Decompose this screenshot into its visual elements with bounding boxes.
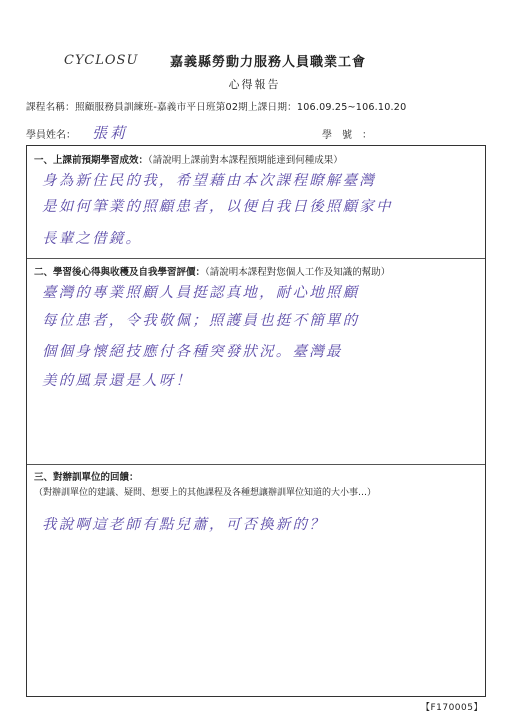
section-1-header [34,152,343,166]
section-1-answer-line: 長輩之借鏡。 [42,231,143,247]
section-2-answer-line: 臺灣的專業照顧人員挺認真地，耐心地照顧 [42,285,360,301]
student-name-label: 學員姓名： [26,130,76,141]
course-info: 課程名稱：照顧服務員訓練班-嘉義市平日班第02期上課日期：106.09.25~106.10.20 [26,102,407,113]
section-2-header [34,264,390,278]
student-id-label: 學號： [322,130,382,141]
section-1-answer-line: 是如何筆業的照顧患者，以便自我日後照顧家中 [42,199,393,215]
section-divider [27,464,485,465]
report-form [26,145,486,697]
form-code: 【F170005】 [420,703,483,713]
section-2-hint: （請說明本課程對您個人工作及知識的幫助） [205,267,391,278]
section-3-header [34,469,139,483]
org-name: 嘉義縣勞動力服務人員職業工會 [170,55,367,70]
section-2-answer-line: 美的風景還是人呀！ [42,373,193,389]
org-logo [64,53,138,68]
student-name-value: 張莉 [92,124,129,142]
section-3-answer-line: 我說啊這老師有點兒蕭，可否換新的？ [42,517,326,533]
section-2-answer-line: 每位患者，令我敬佩；照護員也挺不簡單的 [42,313,360,329]
section-1-answer-line: 身為新住民的我，希望藉由本次課程瞭解臺灣 [42,173,376,189]
doc-title: 心得報告 [228,78,281,91]
section-1-hint: （請說明上課前對本課程預期能達到何種成果） [148,155,343,166]
section-2-answer-line: 個個身懷絕技應付各種突發狀況。臺灣最 [42,344,343,360]
section-2-heading: 二、學習後心得與收穫及自我學習評價： [34,267,206,278]
section-3-hint: （對辦訓單位的建議、疑問、想要上的其他課程及各種想讓辦訓單位知道的大小事…） [34,488,377,498]
section-3-heading: 三、對辦訓單位的回饋： [34,472,139,483]
section-divider [27,258,485,259]
logo-text: CYCLOSU [64,53,139,68]
section-1-heading: 一、上課前預期學習成效： [34,155,149,166]
